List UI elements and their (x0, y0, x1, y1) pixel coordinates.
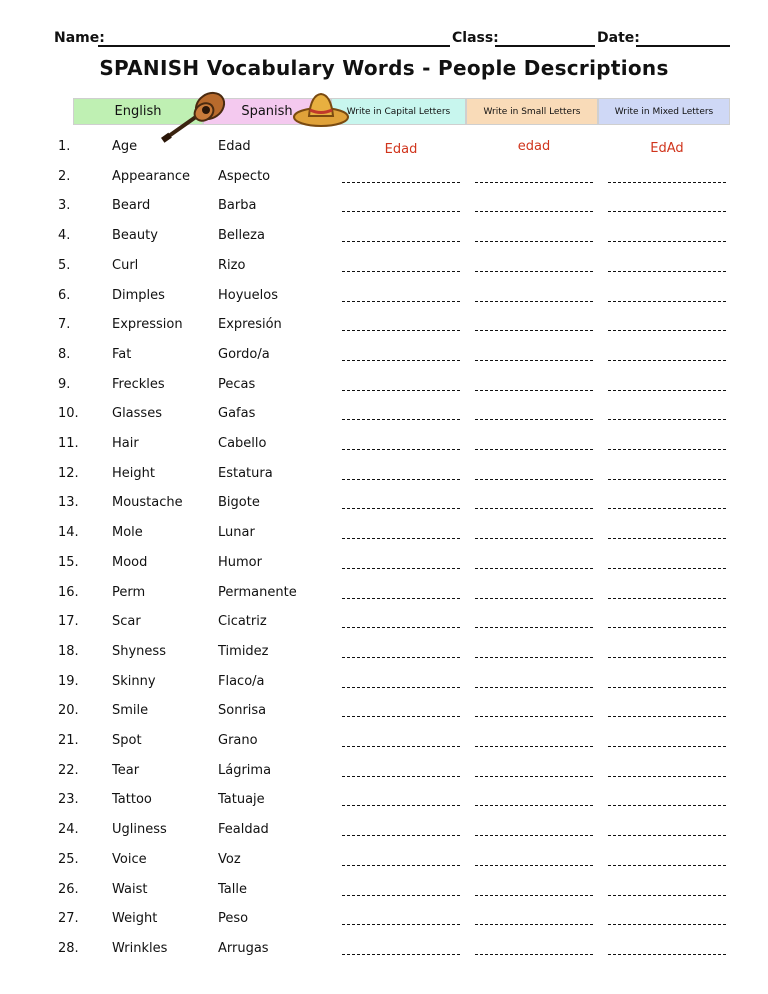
spanish-word: Tatuaje (218, 792, 265, 808)
header-line (54, 30, 730, 52)
english-word: Weight (112, 911, 158, 927)
spanish-word: Gafas (218, 406, 256, 422)
english-word: Perm (112, 584, 146, 600)
capital-answer-blank[interactable] (342, 568, 460, 569)
spanish-word: Cicatriz (218, 614, 267, 630)
spanish-word: Pecas (218, 376, 256, 392)
small-answer-blank[interactable] (475, 895, 593, 896)
capital-answer-blank[interactable] (342, 865, 460, 866)
small-answer-blank[interactable] (475, 360, 593, 361)
capital-answer-blank[interactable] (342, 479, 460, 480)
vocabulary-row (0, 674, 768, 698)
row-number: 3. (58, 198, 71, 214)
row-number: 21. (58, 733, 79, 748)
english-word: Glasses (112, 406, 162, 422)
row-number: 11. (58, 436, 79, 451)
english-word: Tattoo (112, 792, 152, 808)
vocabulary-row (0, 377, 768, 401)
mixed-answer-blank[interactable] (608, 865, 726, 866)
mixed-answer-blank[interactable] (608, 746, 726, 747)
small-answer-blank[interactable] (475, 271, 593, 272)
guitar-icon (160, 88, 230, 144)
vocabulary-row (0, 614, 768, 638)
small-answer-blank[interactable] (475, 241, 593, 242)
vocabulary-row (0, 763, 768, 787)
spanish-word: Estatura (218, 465, 273, 481)
mixed-answer-blank[interactable] (608, 598, 726, 599)
small-answer-blank[interactable] (475, 835, 593, 836)
row-number: 22. (58, 762, 79, 778)
column-header-english: English (73, 98, 203, 125)
vocabulary-row (0, 495, 768, 519)
vocabulary-row (0, 169, 768, 193)
mixed-answer-blank[interactable] (608, 271, 726, 272)
vocabulary-row (0, 555, 768, 579)
vocabulary-row (0, 525, 768, 549)
small-answer-blank[interactable] (475, 954, 593, 955)
small-answer-blank[interactable] (475, 182, 593, 183)
capital-answer-blank[interactable] (342, 657, 460, 658)
english-word: Shyness (112, 643, 166, 659)
sombrero-icon (292, 89, 350, 129)
example-mixed: EdAd (650, 141, 684, 156)
spanish-word: Lágrima (218, 762, 272, 778)
row-number: 12. (58, 465, 79, 481)
english-word: Fat (112, 346, 132, 362)
small-answer-blank[interactable] (475, 330, 593, 331)
row-number: 14. (58, 525, 79, 541)
mixed-answer-blank[interactable] (608, 776, 726, 777)
row-number: 19. (58, 673, 79, 689)
small-answer-blank[interactable] (475, 865, 593, 866)
capital-answer-blank[interactable] (342, 746, 460, 747)
english-word: Dimples (112, 287, 165, 303)
capital-answer-blank[interactable] (342, 598, 460, 599)
english-word: Mood (112, 554, 148, 570)
english-word: Waist (112, 881, 148, 897)
vocabulary-row (0, 703, 768, 727)
capital-answer-blank[interactable] (342, 271, 460, 272)
row-number: 2. (58, 168, 71, 184)
spanish-word: Talle (218, 881, 247, 897)
spanish-word: Hoyuelos (218, 287, 278, 303)
mixed-answer-blank[interactable] (608, 924, 726, 925)
small-answer-blank[interactable] (475, 390, 593, 391)
row-number: 16. (58, 584, 79, 600)
english-word: Ugliness (112, 822, 167, 838)
spanish-word: Arrugas (218, 940, 269, 956)
spanish-word: Flaco/a (218, 673, 265, 689)
english-word: Scar (112, 614, 141, 630)
spanish-word: Sonrisa (218, 703, 267, 719)
capital-answer-blank[interactable] (342, 419, 460, 420)
mixed-answer-blank[interactable] (608, 627, 726, 628)
capital-answer-blank[interactable] (342, 627, 460, 628)
row-number: 4. (58, 228, 71, 244)
english-word: Smile (112, 703, 149, 719)
spanish-word: Peso (218, 911, 249, 927)
small-answer-blank[interactable] (475, 301, 593, 302)
row-number: 15. (58, 554, 79, 570)
row-number: 24. (58, 822, 79, 838)
mixed-answer-blank[interactable] (608, 241, 726, 242)
mixed-answer-blank[interactable] (608, 657, 726, 658)
vocabulary-row (0, 792, 768, 816)
vocabulary-row (0, 911, 768, 935)
capital-answer-blank[interactable] (342, 390, 460, 391)
column-header-spanish: Spanish (203, 98, 331, 125)
mixed-answer-blank[interactable] (608, 568, 726, 569)
vocabulary-row (0, 406, 768, 430)
row-number: 27. (58, 911, 79, 927)
spanish-word: Cabello (218, 436, 267, 451)
row-number: 23. (58, 792, 79, 808)
vocabulary-row (0, 733, 768, 757)
row-number: 6. (58, 287, 71, 303)
english-word: Curl (112, 257, 139, 273)
small-answer-blank[interactable] (475, 924, 593, 925)
mixed-answer-blank[interactable] (608, 895, 726, 896)
english-word: Beard (112, 198, 151, 214)
capital-answer-blank[interactable] (342, 716, 460, 717)
capital-answer-blank[interactable] (342, 241, 460, 242)
english-word: Moustache (112, 495, 183, 511)
mixed-answer-blank[interactable] (608, 182, 726, 183)
example-capital: Edad (384, 142, 418, 157)
capital-answer-blank[interactable] (342, 182, 460, 183)
small-answer-blank[interactable] (475, 568, 593, 569)
small-answer-blank[interactable] (475, 716, 593, 717)
mixed-answer-blank[interactable] (608, 954, 726, 955)
capital-answer-blank[interactable] (342, 687, 460, 688)
spanish-word: Fealdad (218, 822, 269, 838)
capital-answer-blank[interactable] (342, 211, 460, 212)
column-header-capital: Write in Capital Letters (331, 98, 466, 125)
row-number: 8. (58, 346, 71, 362)
english-word: Freckles (112, 376, 165, 392)
date-label: Date: (597, 30, 640, 46)
capital-answer-blank[interactable] (342, 805, 460, 806)
mixed-answer-blank[interactable] (608, 449, 726, 450)
english-word: Hair (112, 436, 139, 451)
page-title: SPANISH Vocabulary Words - People Descriptions (99, 56, 669, 80)
spanish-word: Aspecto (218, 168, 271, 184)
row-number: 5. (58, 257, 71, 273)
small-answer-blank[interactable] (475, 746, 593, 747)
row-number: 9. (58, 376, 71, 392)
capital-answer-blank[interactable] (342, 360, 460, 361)
small-answer-blank[interactable] (475, 479, 593, 480)
capital-answer-blank[interactable] (342, 449, 460, 450)
mixed-answer-blank[interactable] (608, 538, 726, 539)
small-answer-blank[interactable] (475, 538, 593, 539)
row-number: 17. (58, 614, 79, 630)
mixed-answer-blank[interactable] (608, 419, 726, 420)
small-answer-blank[interactable] (475, 657, 593, 658)
english-word: Appearance (112, 168, 191, 184)
vocabulary-row (0, 822, 768, 846)
class-field[interactable] (495, 45, 595, 47)
mixed-answer-blank[interactable] (608, 479, 726, 480)
capital-answer-blank[interactable] (342, 776, 460, 777)
mixed-answer-blank[interactable] (608, 687, 726, 688)
name-field[interactable] (98, 45, 450, 47)
class-label: Class: (452, 30, 499, 46)
capital-answer-blank[interactable] (342, 330, 460, 331)
english-word: Tear (112, 762, 140, 778)
mixed-answer-blank[interactable] (608, 508, 726, 509)
spanish-word: Voz (218, 851, 241, 867)
row-number: 28. (58, 940, 79, 956)
small-answer-blank[interactable] (475, 598, 593, 599)
spanish-word: Lunar (218, 525, 255, 541)
date-field[interactable] (636, 45, 730, 47)
mixed-answer-blank[interactable] (608, 330, 726, 331)
mixed-answer-blank[interactable] (608, 805, 726, 806)
spanish-word: Belleza (218, 228, 265, 244)
spanish-word: Gordo/a (218, 346, 270, 362)
spanish-word: Humor (218, 554, 262, 570)
vocabulary-row (0, 198, 768, 222)
spanish-word: Timidez (218, 643, 269, 659)
example-small: edad (517, 139, 551, 154)
mixed-answer-blank[interactable] (608, 716, 726, 717)
spanish-word: Barba (218, 198, 257, 214)
row-number: 26. (58, 881, 79, 897)
english-word: Age (112, 139, 138, 154)
capital-answer-blank[interactable] (342, 538, 460, 539)
english-word: Expression (112, 317, 183, 333)
mixed-answer-blank[interactable] (608, 211, 726, 212)
vocabulary-row (0, 139, 768, 163)
column-header-mixed: Write in Mixed Letters (598, 98, 730, 125)
capital-answer-blank[interactable] (342, 895, 460, 896)
mixed-answer-blank[interactable] (608, 835, 726, 836)
row-number: 7. (58, 317, 71, 333)
spanish-word: Edad (218, 139, 251, 154)
row-number: 18. (58, 643, 79, 659)
vocabulary-row (0, 466, 768, 490)
spanish-word: Grano (218, 733, 258, 748)
capital-answer-blank[interactable] (342, 954, 460, 955)
small-answer-blank[interactable] (475, 211, 593, 212)
mixed-answer-blank[interactable] (608, 301, 726, 302)
vocabulary-row (0, 436, 768, 460)
mixed-answer-blank[interactable] (608, 390, 726, 391)
english-word: Spot (112, 733, 142, 748)
small-answer-blank[interactable] (475, 419, 593, 420)
row-number: 25. (58, 851, 79, 867)
vocabulary-row (0, 644, 768, 668)
small-answer-blank[interactable] (475, 805, 593, 806)
small-answer-blank[interactable] (475, 687, 593, 688)
row-number: 1. (58, 139, 71, 154)
spanish-word: Permanente (218, 584, 297, 600)
column-header-small: Write in Small Letters (466, 98, 598, 125)
english-word: Skinny (112, 673, 156, 689)
small-answer-blank[interactable] (475, 449, 593, 450)
english-word: Mole (112, 525, 143, 541)
spanish-word: Bigote (218, 495, 260, 511)
vocabulary-row (0, 882, 768, 906)
spanish-word: Rizo (218, 257, 246, 273)
small-answer-blank[interactable] (475, 627, 593, 628)
vocabulary-row (0, 852, 768, 876)
vocabulary-row (0, 317, 768, 341)
capital-answer-blank[interactable] (342, 508, 460, 509)
mixed-answer-blank[interactable] (608, 360, 726, 361)
vocabulary-row (0, 228, 768, 252)
vocabulary-row (0, 585, 768, 609)
small-answer-blank[interactable] (475, 508, 593, 509)
capital-answer-blank[interactable] (342, 301, 460, 302)
english-word: Height (112, 465, 155, 481)
vocabulary-row (0, 347, 768, 371)
vocabulary-row (0, 288, 768, 312)
english-word: Wrinkles (112, 940, 168, 956)
name-label: Name: (54, 30, 105, 46)
small-answer-blank[interactable] (475, 776, 593, 777)
row-number: 10. (58, 406, 79, 422)
vocabulary-row (0, 258, 768, 282)
capital-answer-blank[interactable] (342, 835, 460, 836)
capital-answer-blank[interactable] (342, 924, 460, 925)
row-number: 20. (58, 703, 79, 719)
row-number: 13. (58, 495, 79, 511)
english-word: Voice (112, 851, 147, 867)
spanish-word: Expresión (218, 317, 282, 333)
vocabulary-row (0, 941, 768, 965)
english-word: Beauty (112, 228, 158, 244)
